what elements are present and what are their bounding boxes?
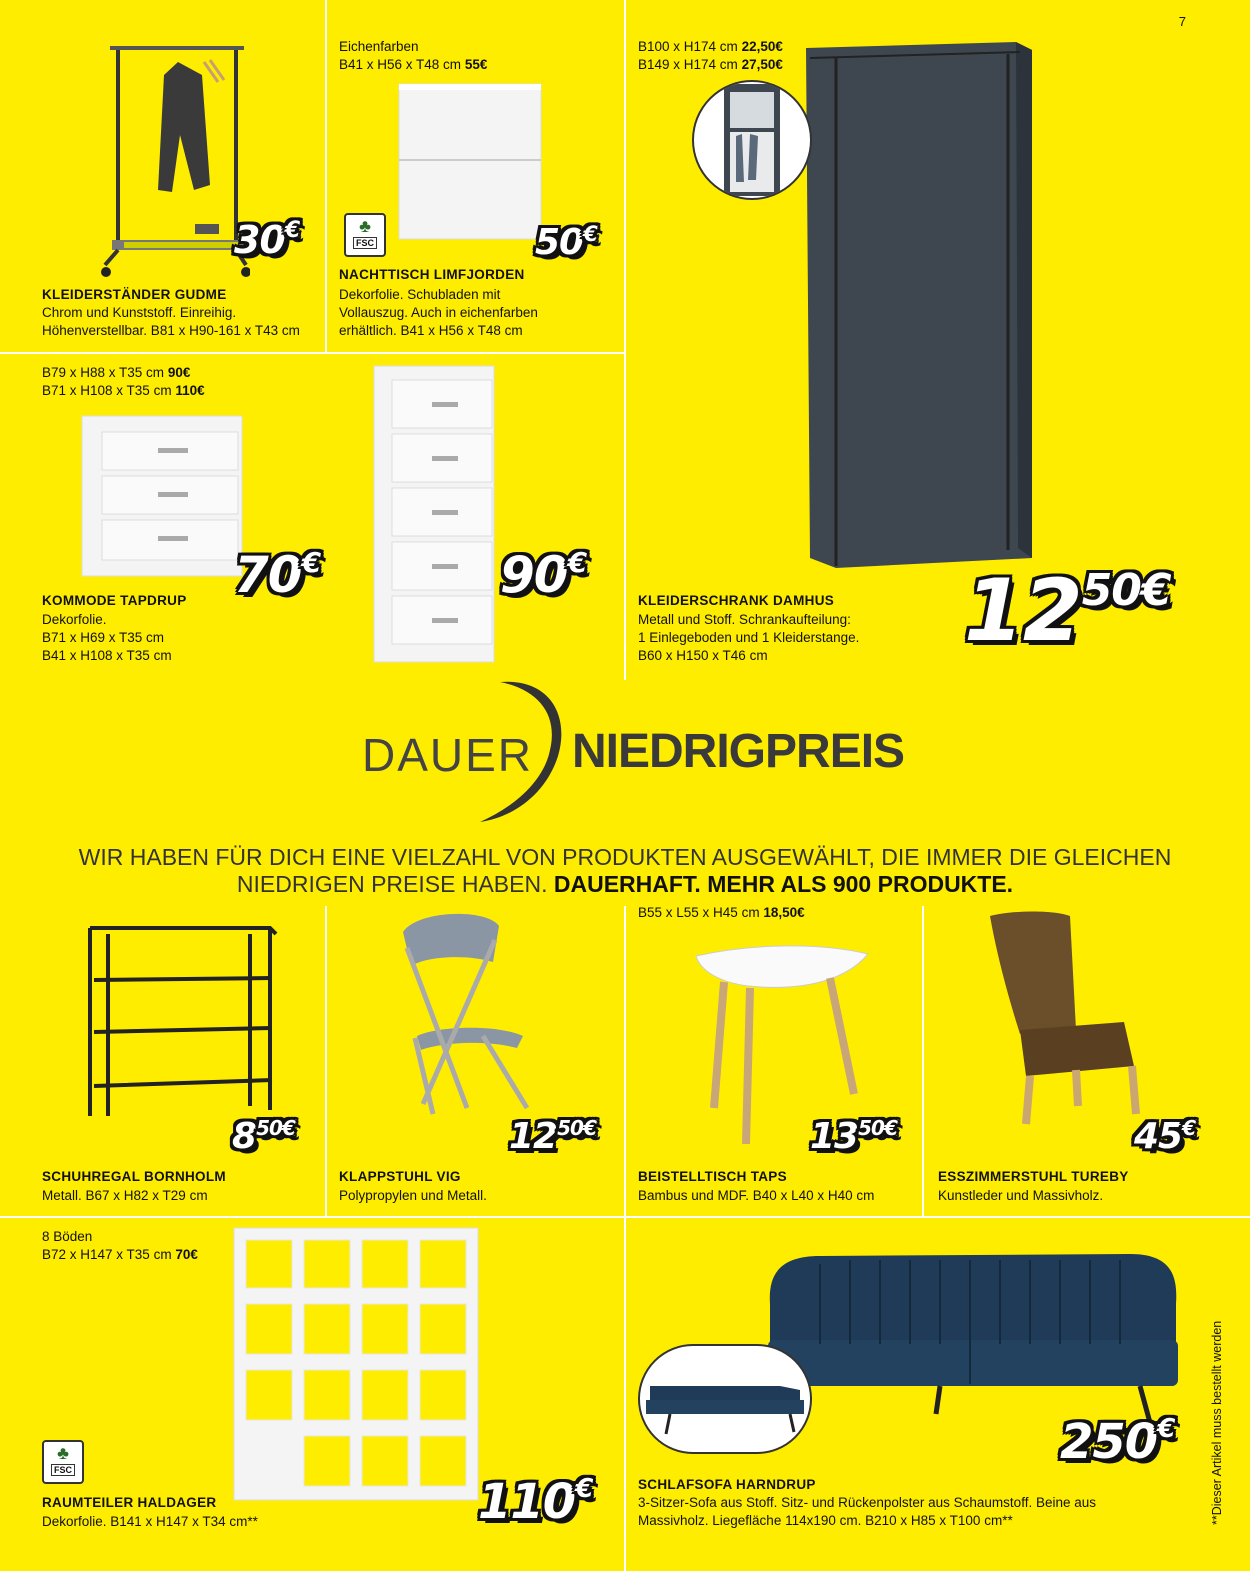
tree-icon: ♣ — [57, 1443, 69, 1463]
variant-label: 8 Böden — [42, 1229, 93, 1244]
price-cents: 50€ — [1081, 565, 1171, 616]
product-gudme[interactable] — [0, 0, 325, 352]
product-description: B60 x H150 x T46 cm — [638, 648, 768, 663]
price-value: 50 — [535, 222, 584, 263]
price-currency: € — [301, 546, 321, 579]
dresser-tall-image — [372, 364, 496, 664]
product-harndrup[interactable] — [626, 1218, 1206, 1571]
product-taps[interactable] — [626, 905, 922, 1216]
product-description: Kunstleder und Massivholz. — [938, 1188, 1104, 1203]
variant-dimensions: B100 x H174 cm — [638, 39, 742, 54]
product-name: NACHTTISCH LIMFJORDEN — [339, 267, 525, 282]
product-vig[interactable] — [327, 908, 624, 1216]
variant-size — [339, 56, 487, 74]
variant-price: 55€ — [464, 57, 488, 72]
price-value: 13 — [810, 1116, 859, 1157]
product-name: KLAPPSTUHL VIG — [339, 1169, 461, 1184]
product-name: KLEIDERSTÄNDER GUDME — [42, 287, 227, 302]
wardrobe-detail-inset — [692, 80, 812, 200]
price-currency: € — [583, 222, 597, 246]
banner-headline-line1: WIR HABEN FÜR DICH EINE VIELZAHL VON PRODUKTEN AUSGEWÄHLT, DIE IMMER DIE GLEICHEN — [78, 844, 1172, 870]
price-badge — [232, 1116, 295, 1157]
fsc-logo — [42, 1440, 84, 1484]
variant-price: 90€ — [167, 365, 191, 380]
product-name: RAUMTEILER HALDAGER — [42, 1495, 217, 1510]
product-name: SCHUHREGAL BORNHOLM — [42, 1169, 226, 1184]
footnote: **Dieser Artikel muss bestellt werden — [1210, 1320, 1224, 1525]
tree-icon: ♣ — [359, 216, 371, 236]
price-cents: 50€ — [256, 1116, 295, 1140]
price-currency: € — [575, 1474, 593, 1504]
price-badge — [500, 546, 586, 604]
variant-size — [638, 38, 783, 56]
variant-dimensions: B79 x H88 x T35 cm — [42, 365, 168, 380]
price-value: 30 — [234, 218, 285, 262]
product-description: Metall und Stoff. Schrankaufteilung: — [638, 612, 851, 627]
variant-price: 27,50€ — [741, 57, 783, 72]
variant-dimensions: B72 x H147 x T35 cm — [42, 1247, 176, 1262]
price-value: 12 — [964, 561, 1082, 661]
price-value: 8 — [232, 1116, 257, 1157]
price-value: 12 — [509, 1116, 558, 1157]
product-haldager[interactable] — [0, 1218, 624, 1571]
product-description: Höhenverstellbar. B81 x H90-161 x T43 cm — [42, 323, 300, 338]
product-name: KLEIDERSCHRANK DAMHUS — [638, 593, 835, 608]
product-description: 1 Einlegeboden und 1 Kleiderstange. — [638, 630, 860, 645]
price-value: 110 — [478, 1474, 576, 1530]
banner-headline-line2 — [0, 871, 1250, 898]
price-badge — [478, 1474, 592, 1530]
product-description: erhältlich. B41 x H56 x T48 cm — [339, 323, 523, 338]
fsc-logo — [344, 213, 386, 257]
price-currency: € — [567, 546, 587, 579]
variant-price: 18,50€ — [763, 905, 805, 920]
product-name: SCHLAFSOFA HARNDRUP — [638, 1477, 816, 1492]
variant-size — [42, 382, 205, 400]
variant-price: 110€ — [175, 383, 205, 398]
product-description: Massivholz. Liegefläche 114x190 cm. B210 x H85 x T100 cm** — [638, 1513, 1013, 1528]
price-cents: 50€ — [858, 1116, 897, 1140]
price-badge — [964, 561, 1171, 661]
price-badge — [1134, 1116, 1195, 1157]
product-description: Dekorfolie. — [42, 612, 107, 627]
product-description: Vollauszug. Auch in eichenfarben — [339, 305, 538, 320]
product-description: Bambus und MDF. B40 x L40 x H40 cm — [638, 1188, 875, 1203]
page-number: 7 — [1178, 14, 1186, 29]
product-description: Dekorfolie. B141 x H147 x T34 cm** — [42, 1514, 258, 1529]
price-badge — [509, 1116, 596, 1157]
product-description: B41 x H108 x T35 cm — [42, 648, 172, 663]
variant-dimensions: B55 x L55 x H45 cm — [638, 905, 764, 920]
variant-size — [638, 904, 805, 922]
product-name: KOMMODE TAPDRUP — [42, 593, 187, 608]
product-description: Chrom und Kunststoff. Einreihig. — [42, 305, 237, 320]
price-currency: € — [1182, 1116, 1196, 1140]
variant-dimensions: B71 x H108 x T35 cm — [42, 383, 176, 398]
banner-headline-bold: DAUERHAFT. MEHR ALS 900 PRODUKTE. — [553, 871, 1014, 897]
logo-text-left: DAUER — [362, 729, 534, 781]
price-value: 70 — [234, 546, 302, 604]
logo-text-right: NIEDRIGPREIS — [572, 725, 905, 778]
variant-size — [42, 1246, 198, 1264]
dresser-small-image — [80, 412, 244, 578]
sofa-image — [760, 1244, 1190, 1440]
variant-dimensions: B149 x H174 cm — [638, 57, 742, 72]
fsc-label: FSC — [51, 1464, 75, 1476]
product-description: Polypropylen und Metall. — [339, 1188, 487, 1203]
variant-dimensions: B41 x H56 x T48 cm — [339, 57, 465, 72]
price-badge — [1060, 1414, 1174, 1470]
price-value: 45 — [1134, 1116, 1183, 1157]
sofa-bed-image — [640, 1346, 810, 1452]
product-description: Dekorfolie. Schubladen mit — [339, 287, 501, 302]
price-cents: 50€ — [557, 1116, 596, 1140]
product-description: Metall. B67 x H82 x T29 cm — [42, 1188, 208, 1203]
wardrobe-image — [796, 38, 1046, 578]
shoe-rack-image — [80, 920, 280, 1120]
product-damhus[interactable] — [626, 0, 1250, 680]
product-description: 3-Sitzer-Sofa aus Stoff. Sitz- und Rückenpolster aus Schaumstoff. Beine aus — [638, 1495, 1096, 1510]
clothes-rack-image — [100, 40, 250, 280]
product-description: B71 x H69 x T35 cm — [42, 630, 165, 645]
wardrobe-open-image — [694, 82, 810, 198]
dining-chair-image — [984, 910, 1148, 1126]
variant-size — [42, 364, 190, 382]
price-value: 90 — [500, 546, 568, 604]
price-value: 250 — [1060, 1414, 1158, 1470]
price-badge — [234, 546, 320, 604]
product-tureby[interactable] — [924, 908, 1250, 1216]
room-divider-image — [232, 1226, 480, 1502]
product-limfjorden[interactable] — [327, 0, 624, 352]
price-badge — [810, 1116, 897, 1157]
dauer-niedrigpreis-logo — [360, 676, 920, 826]
nightstand-image — [395, 80, 545, 245]
variant-label: Eichenfarben — [339, 39, 419, 54]
price-currency: € — [1157, 1414, 1175, 1444]
price-badge — [535, 222, 597, 263]
price-badge — [234, 218, 299, 262]
variant-price: 22,50€ — [741, 39, 783, 54]
product-tapdrup[interactable] — [0, 354, 624, 680]
banner-headline-text: NIEDRIGEN PREISE HABEN. — [236, 871, 554, 897]
price-currency: € — [284, 218, 300, 243]
product-bornholm[interactable] — [0, 908, 325, 1216]
folding-chair-image — [387, 908, 557, 1126]
product-name: BEISTELLTISCH TAPS — [638, 1169, 787, 1184]
product-name: ESSZIMMERSTUHL TUREBY — [938, 1169, 1129, 1184]
fsc-label: FSC — [353, 237, 377, 249]
variant-size — [638, 56, 783, 74]
sofa-bed-inset — [638, 1344, 812, 1454]
variant-price: 70€ — [175, 1247, 198, 1262]
